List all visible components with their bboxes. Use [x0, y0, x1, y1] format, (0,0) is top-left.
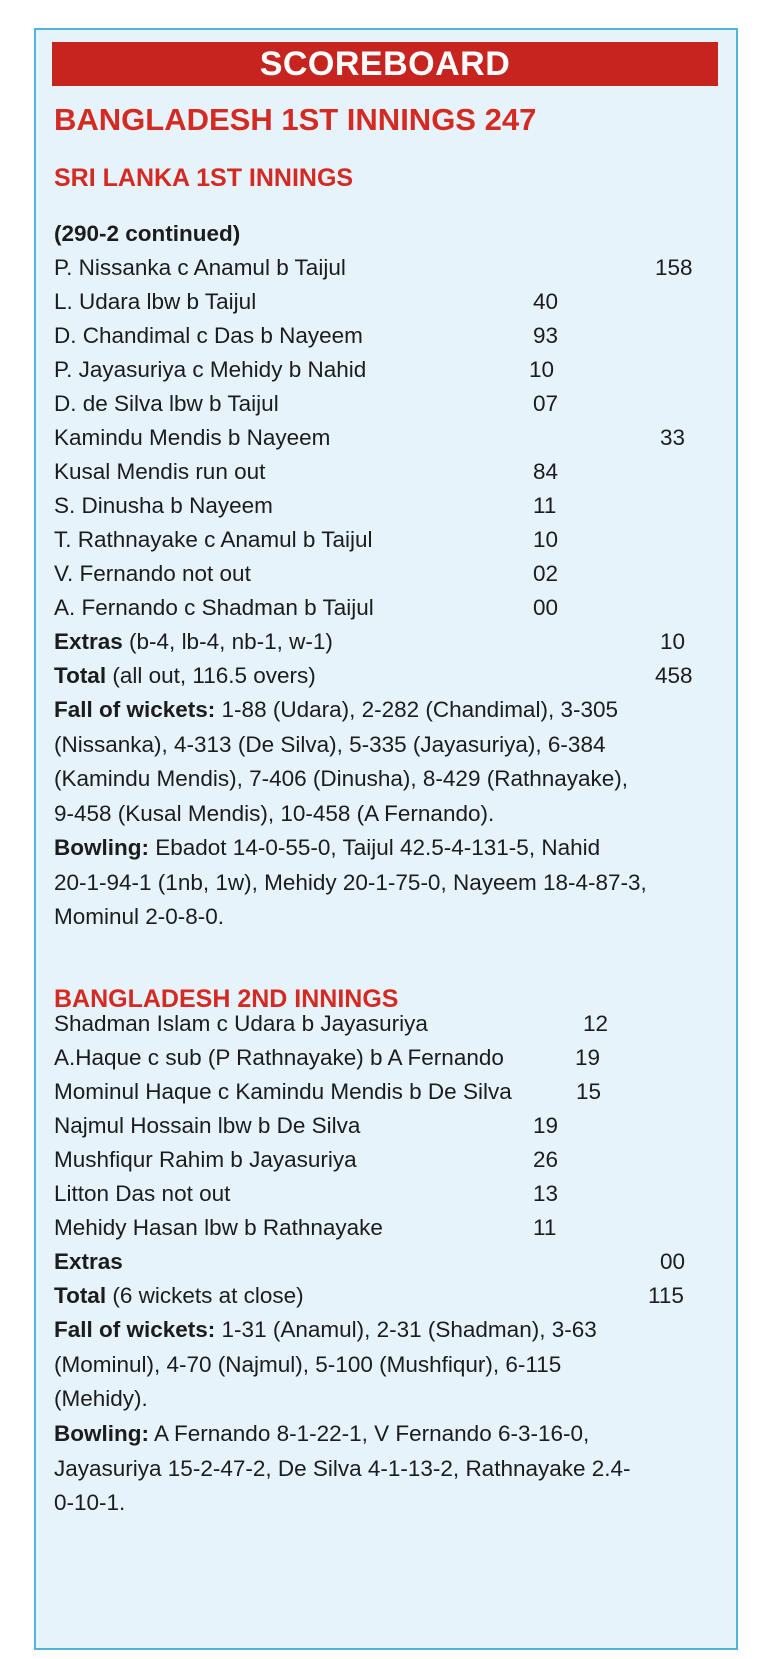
batter-name: V. Fernando not out	[54, 561, 251, 586]
batter-name: Shadman Islam c Udara b Jayasuriya	[54, 1011, 428, 1036]
fall-of-wickets-text: 9-458 (Kusal Mendis), 10-458 (A Fernando).	[54, 800, 495, 826]
fall-of-wickets-label: Fall of wickets:	[54, 1317, 216, 1342]
batter-name: T. Rathnayake c Anamul b Taijul	[54, 527, 373, 552]
bowling-label: Bowling:	[54, 835, 149, 860]
total-line	[54, 1279, 304, 1313]
batter-runs: 19	[575, 1045, 601, 1070]
batter-runs: 11	[533, 1215, 557, 1240]
bowling-text: 0-10-1.	[54, 1490, 126, 1515]
batter-runs: 84	[533, 459, 559, 484]
scoreboard-title: SCOREBOARD	[52, 42, 718, 86]
fall-of-wickets	[54, 693, 724, 831]
batter-runs: 12	[583, 1011, 609, 1036]
batter-runs: 07	[533, 391, 559, 416]
batter-name: Kusal Mendis run out	[54, 459, 266, 484]
bowling-text: Ebadot 14-0-55-0, Taijul 42.5-4-131-5, Nahid	[148, 835, 601, 860]
fall-of-wickets-text: (Mehidy).	[54, 1386, 148, 1411]
batter-name: Litton Das not out	[54, 1181, 231, 1206]
batter-name: Mominul Haque c Kamindu Mendis b De Silva	[54, 1079, 512, 1104]
batter-runs: 10	[533, 527, 559, 552]
batter-runs: 40	[533, 289, 559, 314]
extras-line	[54, 625, 333, 659]
batter-runs: 19	[533, 1113, 559, 1138]
total-line	[54, 659, 316, 693]
batter-runs: 158	[655, 255, 693, 280]
batter-name: Mehidy Hasan lbw b Rathnayake	[54, 1215, 383, 1240]
bowling-text: Jayasuriya 15-2-47-2, De Silva 4-1-13-2, Rathnayake 2.4-	[54, 1455, 631, 1481]
batter-name: D. de Silva lbw b Taijul	[54, 391, 279, 416]
fall-of-wickets	[54, 1313, 724, 1417]
batter-name: A. Fernando c Shadman b Taijul	[54, 595, 374, 620]
batter-runs: 00	[533, 595, 559, 620]
batter-runs: 33	[660, 425, 686, 450]
bowling-text: Mominul 2-0-8-0.	[54, 904, 225, 929]
fall-of-wickets-text: (Nissanka), 4-313 (De Silva), 5-335 (Jayasuriya), 6-384	[54, 731, 606, 757]
batter-runs: 02	[533, 561, 559, 586]
batter-name: A.Haque c sub (P Rathnayake) b A Fernando	[54, 1045, 504, 1070]
extras-value: 10	[660, 629, 686, 654]
total-detail: (6 wickets at close)	[106, 1283, 304, 1308]
batter-runs: 11	[533, 493, 557, 518]
batter-runs: 93	[533, 323, 559, 348]
total-detail: (all out, 116.5 overs)	[106, 663, 316, 688]
batter-runs: 13	[533, 1181, 559, 1206]
bowling-figures	[54, 1417, 724, 1521]
fall-of-wickets-label: Fall of wickets:	[54, 697, 216, 722]
bowling-label: Bowling:	[54, 1421, 149, 1446]
batter-runs: 15	[576, 1079, 602, 1104]
extras-label: Extras	[54, 629, 123, 654]
batter-name: P. Nissanka c Anamul b Taijul	[54, 255, 346, 280]
batter-name: Najmul Hossain lbw b De Silva	[54, 1113, 361, 1138]
bangladesh-first-innings-heading: BANGLADESH 1ST INNINGS 247	[54, 102, 537, 137]
fall-of-wickets-text: 1-31 (Anamul), 2-31 (Shadman), 3-63	[215, 1317, 597, 1342]
bowling-text: A Fernando 8-1-22-1, V Fernando 6-3-16-0,	[148, 1421, 590, 1446]
batter-name: D. Chandimal c Das b Nayeem	[54, 323, 363, 348]
sri-lanka-first-innings-heading: SRI LANKA 1ST INNINGS	[54, 164, 354, 192]
batter-name: Mushfiqur Rahim b Jayasuriya	[54, 1147, 357, 1172]
continued-note: (290-2 continued)	[54, 221, 241, 246]
bangladesh-second-innings-heading: BANGLADESH 2ND INNINGS	[54, 985, 399, 1013]
bowling-figures	[54, 831, 724, 935]
fall-of-wickets-text: (Kamindu Mendis), 7-406 (Dinusha), 8-429 (Rathnayake),	[54, 766, 629, 791]
total-value: 115	[648, 1283, 684, 1308]
batter-name: L. Udara lbw b Taijul	[54, 289, 257, 314]
total-label: Total	[54, 663, 107, 688]
batter-name: P. Jayasuriya c Mehidy b Nahid	[54, 357, 367, 382]
fall-of-wickets-text: 1-88 (Udara), 2-282 (Chandimal), 3-305	[215, 697, 618, 722]
bowling-text: 20-1-94-1 (1nb, 1w), Mehidy 20-1-75-0, Nayeem 18-4-87-3,	[54, 869, 647, 895]
extras-detail: (b-4, lb-4, nb-1, w-1)	[122, 629, 333, 654]
batter-name: S. Dinusha b Nayeem	[54, 493, 273, 518]
batter-name: Kamindu Mendis b Nayeem	[54, 425, 331, 450]
batter-runs: 10	[529, 357, 555, 382]
total-label: Total	[54, 1283, 107, 1308]
batter-runs: 26	[533, 1147, 559, 1172]
extras-value: 00	[660, 1249, 686, 1274]
extras-label: Extras	[54, 1249, 123, 1274]
fall-of-wickets-text: (Mominul), 4-70 (Najmul), 5-100 (Mushfiqur), 6-115	[54, 1351, 562, 1377]
total-value: 458	[655, 663, 693, 688]
